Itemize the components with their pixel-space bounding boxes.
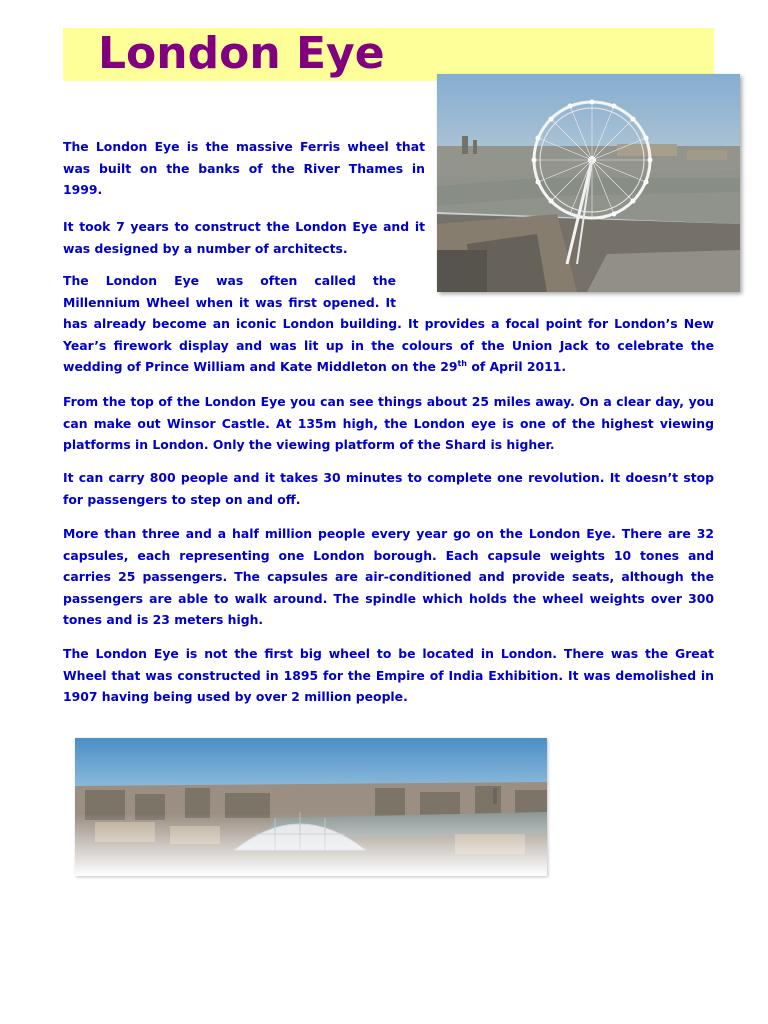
page-title: London Eye (98, 28, 385, 79)
paragraph-intro: The London Eye is the massive Ferris wheel that was built on the banks of the River Thames in 1999. (63, 139, 425, 198)
photo-wrap-spacer (396, 270, 714, 298)
paragraph-millennium-wheel (63, 270, 714, 378)
paragraph-construction: It took 7 years to construct the London Eye and it was designed by a number of architects. (63, 219, 425, 256)
millennium-text-end: of April 2011. (467, 359, 567, 375)
london-eye-photo (437, 74, 740, 292)
paragraph-view: From the top of the London Eye you can see things about 25 miles away. On a clear day, you can make out Winsor Castle. At 135m high, the London eye is one of the highest viewing platforms in London. Only the viewing platform of the Shard is higher. (63, 394, 714, 453)
ordinal-suffix: th (457, 359, 468, 369)
paragraph-capsules: More than three and a half million people every year go on the London Eye. There are 32 capsules, each representing one London borough. Each capsule weights 10 tones and carries 25 passengers. The capsules are air-conditioned and provide seats, although the passengers are able to walk around. The spindle which holds the wheel weights over 300 tones and is 23 meters high. (63, 526, 714, 628)
paragraph-capacity: It can carry 800 people and it takes 30 minutes to complete one revolution. It doesn’t stop for passengers to step on and off. (63, 470, 714, 507)
london-panorama-photo (75, 738, 547, 876)
millennium-text: The London Eye was often called the Millennium Wheel when it was first opened. It has already become an iconic London building. It provides a focal point for London’s New Year’s firework display and was lit up in the colours of the Union Jack to celebrate the wedding of Prince William and Kate Middleton on the 29 (63, 273, 714, 375)
paragraph-great-wheel: The London Eye is not the first big wheel to be located in London. There was the Great Wheel that was constructed in 1895 for the Empire of India Exhibition. It was demolished in 1907 having being used by over 2 million people. (63, 646, 714, 705)
